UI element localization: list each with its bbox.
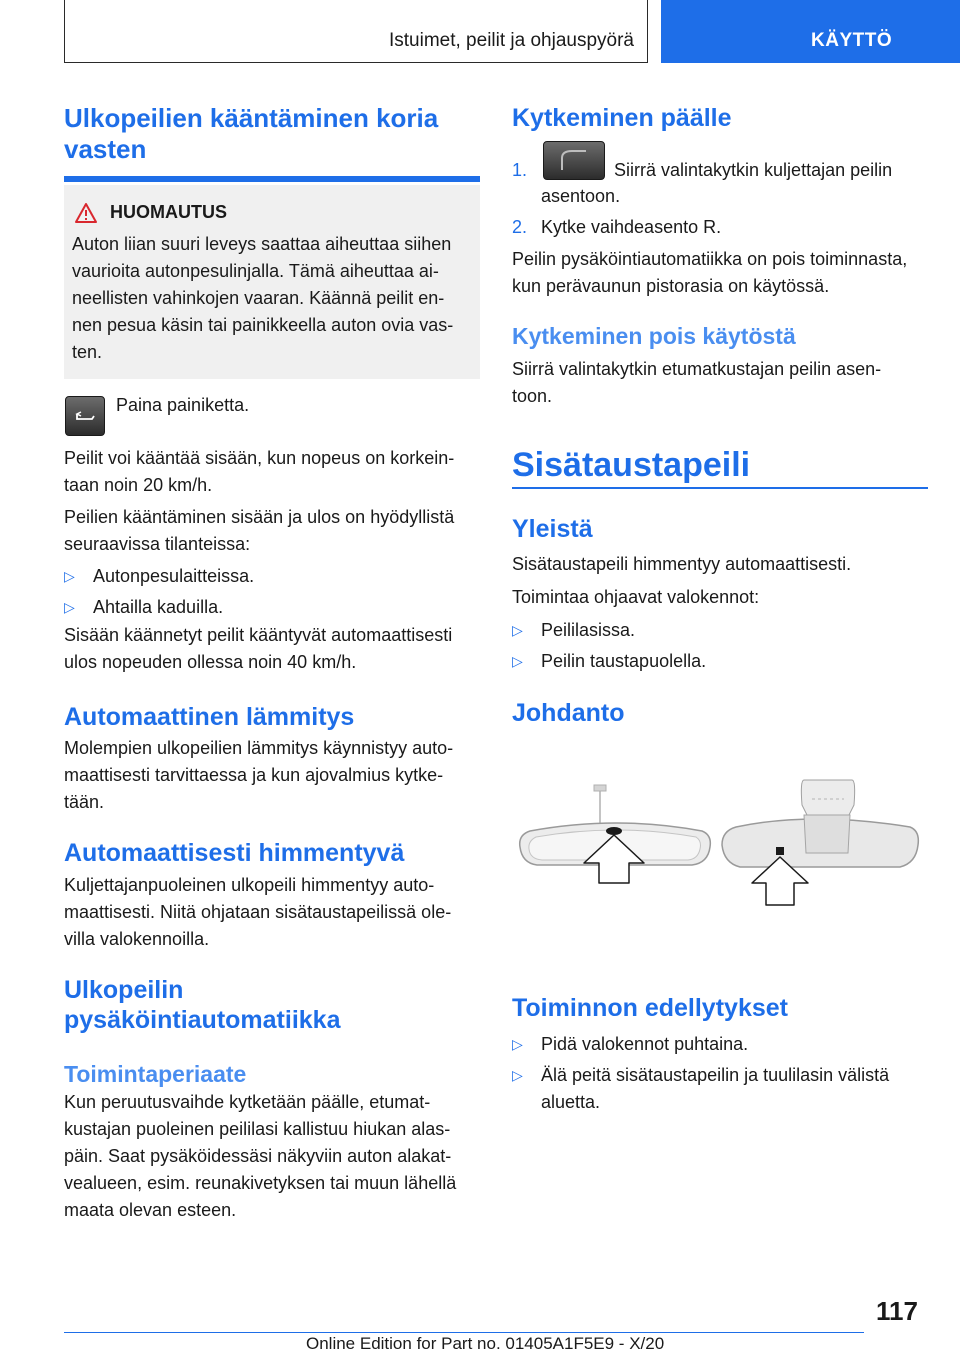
list-item-continued: aluetta. [541, 1092, 601, 1112]
notice-line: Auton liian suuri leveys saattaa aiheuttaa siihen [72, 234, 452, 254]
paragraph: Sisätaustapeili himmentyy automaattisesti. [512, 554, 852, 574]
list-item-text: Älä peitä sisätaustapeilin ja tuulilasin välistä [541, 1065, 890, 1085]
step-number: 1. [512, 160, 528, 180]
heading-line: pysäköintiautomatiikka [64, 1006, 341, 1034]
paragraph: Toimintaa ohjaavat valokennot: [512, 587, 760, 607]
paragraph [512, 356, 881, 410]
text-line: kun perävaunun pistorasia on käytössä. [512, 276, 830, 296]
bullet-triangle-icon: ▷ [64, 599, 75, 615]
warning-icon [74, 202, 98, 224]
running-header-section [64, 0, 648, 63]
notice-line: neellisten vahinkojen vaaran. Käännä peilit en- [72, 288, 445, 308]
text-line: Molempien ulkopeilien lämmitys käynnistyy auto- [64, 738, 454, 758]
text-line: maattisesti. Niitä ohjataan sisätaustapeilissä ole- [64, 902, 452, 922]
text-line: seuraavissa tilanteissa: [64, 534, 251, 554]
heading-parking-automation [64, 975, 340, 1035]
paragraph [64, 504, 454, 558]
bullet-triangle-icon: ▷ [512, 653, 523, 669]
footer-rule [64, 1332, 864, 1333]
step-text-continued: asentoon. [541, 186, 621, 206]
heading-introduction: Johdanto [512, 699, 625, 727]
paragraph [64, 1089, 456, 1224]
text-line: Peilin pysäköintiautomatiikka on pois toiminnasta, [512, 249, 908, 269]
chapter-title: KÄYTTÖ [811, 30, 893, 51]
text-line: villa valokennoilla. [64, 929, 210, 949]
step-text: Siirrä valintakytkin kuljettajan peilin [614, 160, 893, 180]
heading-principle: Toimintaperiaate [64, 1061, 247, 1087]
text-line: taan noin 20 km/h. [64, 475, 213, 495]
step-text: Kytke vaihdeasento R. [541, 217, 722, 237]
list-item-text: Peililasissa. [541, 620, 636, 640]
paragraph [64, 622, 452, 676]
list-item-text: Autonpesulaitteissa. [93, 566, 255, 586]
heading-fold-mirrors: Ulkopeilien kääntäminen koria vasten [64, 103, 439, 164]
heading-interior-mirror: Sisätaustapeili [512, 446, 751, 484]
text-line: kustajan puoleinen peililasi kallistuu hiukan alas- [64, 1119, 451, 1139]
bullet-triangle-icon: ▷ [512, 1067, 523, 1083]
text-line: toon. [512, 386, 553, 406]
fold-mirror-button-icon [65, 396, 105, 436]
press-button-text: Paina painiketta. [116, 395, 250, 415]
paragraph [64, 445, 454, 499]
notice-line: vaurioita autonpesulinjalla. Tämä aiheuttaa ai- [72, 261, 439, 281]
text-line: Sisään käännetyt peilit kääntyvät automaattisesti [64, 625, 453, 645]
notice-accent-bar [64, 176, 480, 182]
heading-dimming: Automaattisesti himmentyvä [64, 839, 405, 867]
bullet-triangle-icon: ▷ [64, 568, 75, 584]
notice-line: nen pesua käsin tai painikkeella auton ovia vas- [72, 315, 454, 335]
section-title: Istuimet, peilit ja ohjauspyörä [388, 30, 634, 51]
text-line: tään. [64, 792, 105, 812]
text-line: päin. Saat pysäköidessäsi näkyviin auton alakat- [64, 1146, 452, 1166]
list-item-text: Ahtailla kaduilla. [93, 597, 224, 617]
paragraph [512, 246, 907, 300]
list-item-text: Pidä valokennot puhtaina. [541, 1034, 749, 1054]
heading-line: Ulkopeilin [64, 976, 184, 1004]
notice-box [64, 185, 480, 379]
text-line: maata olevan esteen. [64, 1200, 237, 1220]
heading-heating: Automaattinen lämmitys [64, 703, 355, 731]
text-line: Peilit voi kääntää sisään, kun nopeus on korkein- [64, 448, 455, 468]
paragraph [64, 872, 451, 953]
footer-edition: Online Edition for Part no. 01405A1F5E9 - X/20 [306, 1334, 665, 1353]
text-line: Kuljettajanpuoleinen ulkopeili himmentyy auto- [64, 875, 435, 895]
text-line: maattisesti tarvittaessa ja kun ajovalmius kytke- [64, 765, 444, 785]
heading-requirements: Toiminnon edellytykset [512, 994, 788, 1022]
heading-switch-on: Kytkeminen päälle [512, 104, 732, 132]
bullet-triangle-icon: ▷ [512, 622, 523, 638]
mirror-selector-switch-icon [543, 141, 605, 180]
text-line: Siirrä valintakytkin etumatkustajan peilin asen- [512, 359, 882, 379]
bullet-triangle-icon: ▷ [512, 1036, 523, 1052]
heading-switch-off: Kytkeminen pois käytöstä [512, 323, 796, 349]
notice-title: HUOMAUTUS [110, 202, 227, 222]
list-item-text: Peilin taustapuolella. [541, 651, 707, 671]
heading-general: Yleistä [512, 515, 593, 543]
interior-mirror-illustration [512, 775, 926, 915]
paragraph [64, 735, 453, 816]
text-line: vealueen, esim. reunakivetyksen tai muun lähellä [64, 1173, 457, 1193]
page-number: 117 [876, 1296, 918, 1326]
section-divider [512, 487, 928, 489]
notice-line: ten. [72, 342, 103, 362]
running-header-chapter-tab [661, 0, 960, 63]
text-line: Peilien kääntäminen sisään ja ulos on hyödyllistä [64, 507, 455, 527]
step-number: 2. [512, 217, 528, 237]
text-line: ulos nopeuden ollessa noin 40 km/h. [64, 652, 357, 672]
text-line: Kun peruutusvaihde kytketään päälle, etumat- [64, 1092, 431, 1112]
notice-text [72, 231, 453, 366]
